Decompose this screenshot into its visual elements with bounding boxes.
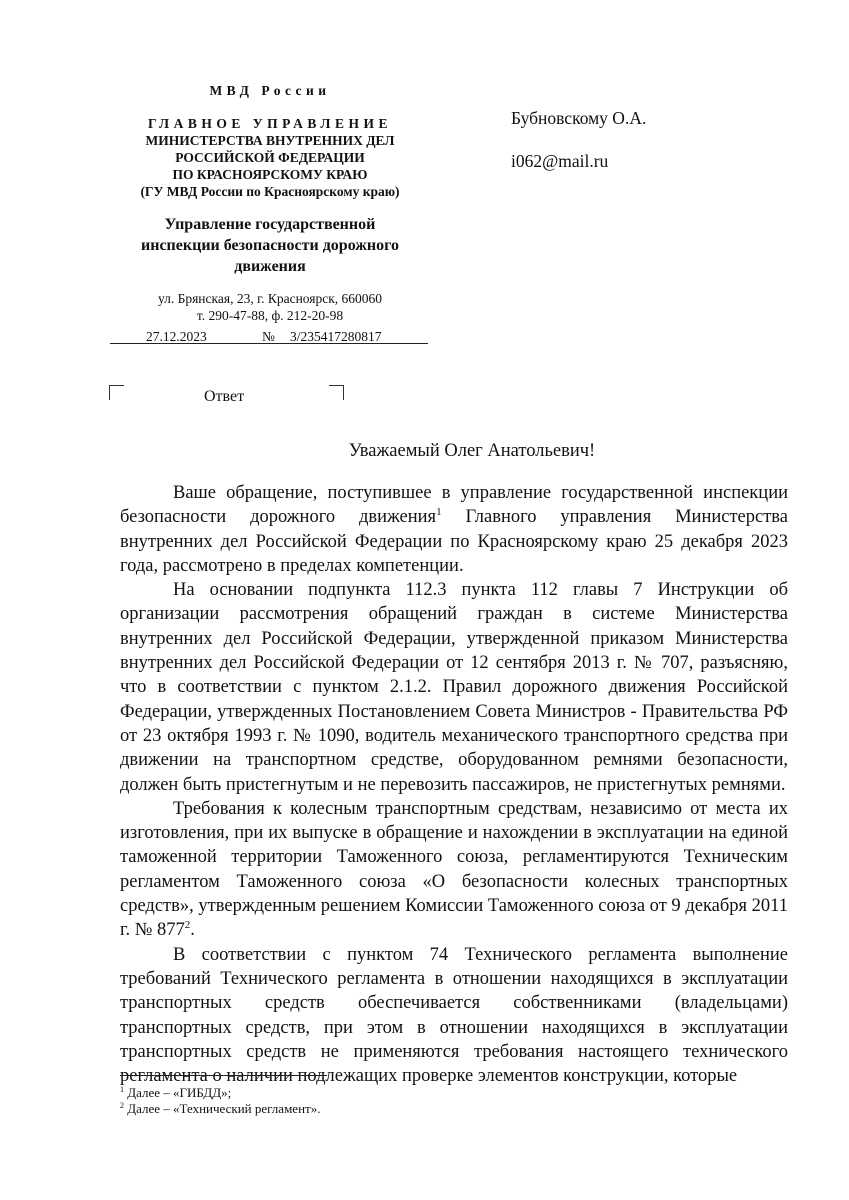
contact-block bbox=[110, 290, 430, 324]
postal-address: ул. Брянская, 23, г. Красноярск, 660060 bbox=[157, 291, 383, 306]
letter-date: 27.12.2023 bbox=[146, 329, 207, 344]
footnote: $^2$ Далее – «Технический регламент». bbox=[120, 1101, 321, 1116]
footnote-separator bbox=[120, 1075, 327, 1076]
number-sign: № bbox=[262, 329, 275, 344]
letter-number: 3/235417280817 bbox=[290, 329, 382, 344]
footnote: $^1$ Далее – «ГИБДД»; bbox=[120, 1085, 232, 1100]
main-directorate-line: МИНИСТЕРСТВА ВНУТРЕННИХ ДЕЛ bbox=[145, 133, 395, 148]
registration-line bbox=[110, 329, 428, 344]
main-directorate-line: ПО КРАСНОЯРСКОМУ КРАЮ bbox=[172, 167, 368, 182]
letter-body bbox=[120, 481, 788, 1088]
ministry-short: МВД России bbox=[209, 83, 331, 98]
main-directorate-short-name: (ГУ МВД России по Красноярскому краю) bbox=[140, 184, 400, 199]
main-directorate-title: ГЛАВНОЕ УПРАВЛЕНИЕ bbox=[148, 116, 392, 131]
salutation: Уважаемый Олег Анатольевич! bbox=[348, 441, 596, 461]
recipient-email: i062@mail.ru bbox=[511, 151, 609, 171]
phone-fax: т. 290-47-88, ф. 212-20-98 bbox=[196, 308, 344, 323]
paragraph: В соответствии с пунктом 74 Технического регламента выполнение требований Технического регламента в отношении находящихся в эксплуатации транспортных средств обеспечивается собственниками (владельцами) транспортных средств, при этом в отношении находящихся в эксплуатации транспортных средств не применяются требования настоящего технического регламента о наличии подлежащих проверке элементов конструкции, которые bbox=[120, 944, 788, 1087]
letterhead bbox=[110, 82, 430, 324]
paragraph: На основании подпункта 112.3 пункта 112 главы 7 Инструкции об организации рассмотрения обращений граждан в системе Министерства внутренних дел Российской Федерации, утвержденной приказом Министерства внутренних дел Российской Федерации от 12 сентября 2013 г. № 707, разъясняю, что в соответствии с пунктом 2.1.2. Правил дорожного движения Российской Федерации, утвержденных Постановлением Совета Министров - Правительства РФ от 23 октября 1993 г. № 1090, водитель механического транспортного средства при движении на транспортном средстве, оборудованном ремнями безопасности, должен быть пристегнутым и не перевозить пассажиров, не пристегнутых ремнями. bbox=[120, 580, 788, 795]
main-directorate-line: РОССИЙСКОЙ ФЕДЕРАЦИИ bbox=[175, 150, 365, 165]
paragraph: Требования к колесным транспортным средствам, независимо от места их изготовления, при их выпуске в обращение и нахождении в эксплуатации на единой таможенной территории Таможенного союза, регламентируются Техническим регламентом Таможенного союза «О безопасности колесных транспортных средств», утвержденным решением Комиссии Таможенного союза от 9 декабря 2011 г. № $877^2$. bbox=[120, 798, 788, 941]
department-line: инспекции безопасности дорожного bbox=[141, 237, 399, 254]
corner-mark-left bbox=[109, 385, 124, 400]
footnote-ref: 2 bbox=[184, 919, 191, 932]
footnotes bbox=[120, 1085, 320, 1117]
footnote-ref: 1 bbox=[436, 506, 442, 519]
reply-label: Ответ bbox=[204, 388, 245, 405]
recipient-name: Бубновскому О.А. bbox=[511, 108, 647, 128]
corner-mark-right bbox=[329, 385, 344, 400]
department-line: Управление государственной bbox=[164, 216, 376, 233]
department-name bbox=[110, 214, 430, 277]
paragraph: Ваше обращение, поступившее в управление государственной инспекции безопасности дорожного движения$^1$ Главного управления Министерства внутренних дел Российской Федерации по Красноярскому краю 25 декабря 2023 года, рассмотрено в пределах компетенции. bbox=[120, 483, 788, 576]
department-line: движения bbox=[234, 258, 306, 275]
